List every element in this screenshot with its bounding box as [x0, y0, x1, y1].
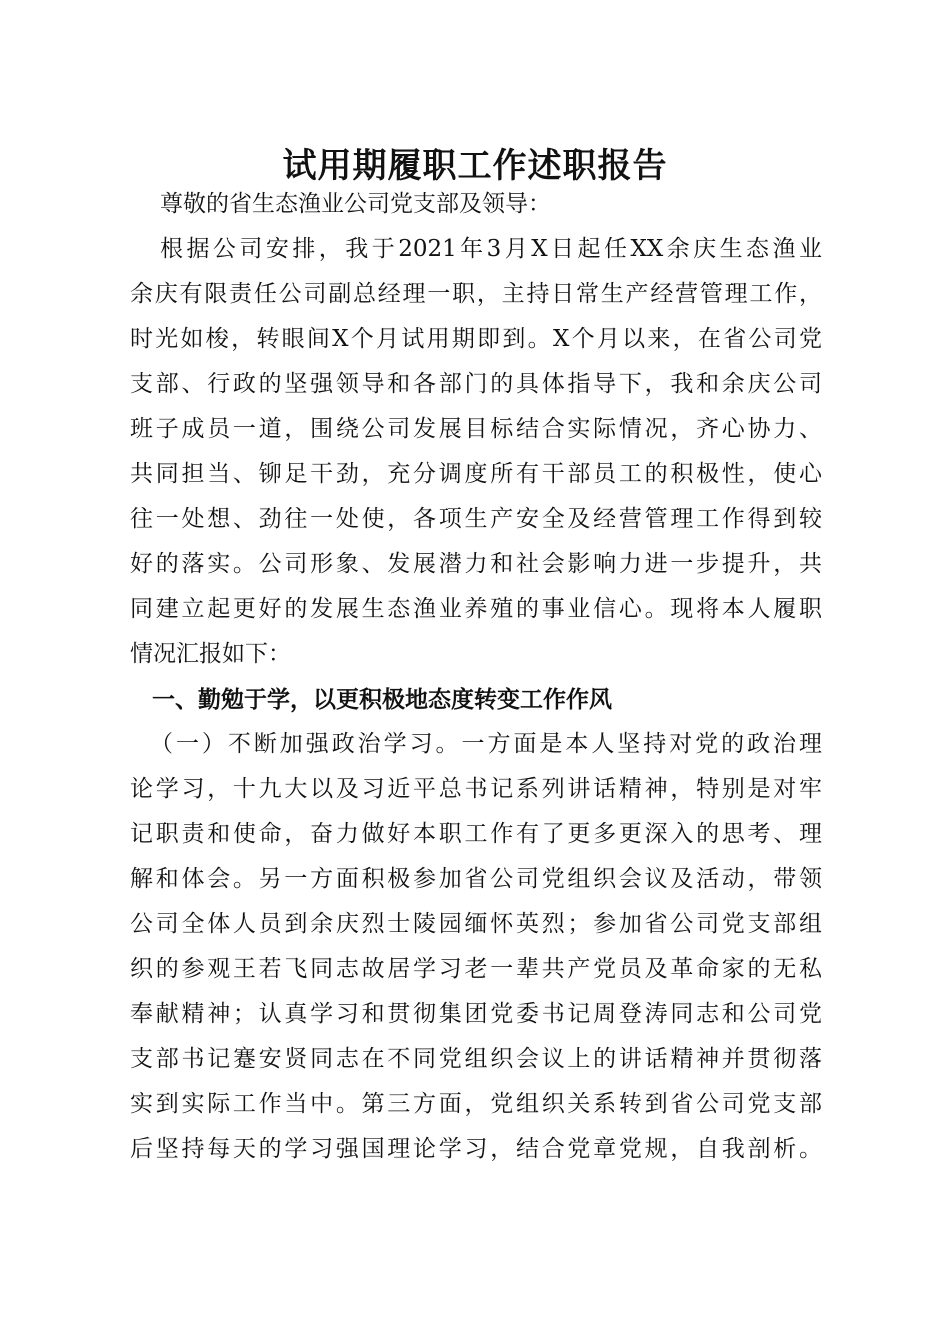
text-line: （一）不断加强政治学习。一方面是本人坚持对党的政治理	[150, 731, 822, 757]
text-line: 支部、行政的坚强领导和各部门的具体指导下，我和余庆公司	[130, 371, 822, 397]
text-line: 支部书记蹇安贤同志在不同党组织会议上的讲话精神并贯彻落	[130, 1046, 822, 1072]
text-line: 奉献精神；认真学习和贯彻集团党委书记周登涛同志和公司党	[130, 1001, 822, 1027]
text-line: 根据公司安排，我于2021年3月X日起任XX余庆生态渔业	[160, 236, 822, 262]
text-line: 好的落实。公司形象、发展潜力和社会影响力进一步提升，共	[130, 551, 822, 577]
document-body	[130, 182, 822, 1172]
section-heading: 一、勤勉于学，以更积极地态度转变工作作风	[152, 686, 612, 713]
text-line: 班子成员一道，围绕公司发展目标结合实际情况，齐心协力、	[130, 416, 822, 442]
text-line: 织的参观王若飞同志故居学习老一辈共产党员及革命家的无私	[130, 956, 822, 982]
text-line: 公司全体人员到余庆烈士陵园缅怀英烈；参加省公司党支部组	[130, 911, 822, 937]
text-line: 后坚持每天的学习强国理论学习，结合党章党规，自我剖析。	[130, 1136, 822, 1162]
text-line: 记职责和使命，奋力做好本职工作有了更多更深入的思考、理	[130, 821, 822, 847]
text-line: 余庆有限责任公司副总经理一职，主持日常生产经营管理工作，	[130, 281, 822, 307]
text-line: 解和体会。另一方面积极参加省公司党组织会议及活动，带领	[130, 866, 822, 892]
text-line: 实到实际工作当中。第三方面，党组织关系转到省公司党支部	[130, 1091, 822, 1117]
text-line: 时光如梭，转眼间X个月试用期即到。X个月以来，在省公司党	[130, 326, 822, 352]
greeting: 尊敬的省生态渔业公司党支部及领导：	[160, 191, 551, 217]
text-line: 情况汇报如下：	[130, 641, 291, 667]
paragraph-intro	[130, 227, 822, 677]
text-line: 往一处想、劲往一处使，各项生产安全及经营管理工作得到较	[130, 506, 822, 532]
text-line: 同建立起更好的发展生态渔业养殖的事业信心。现将本人履职	[130, 596, 822, 622]
text-line: 论学习，十九大以及习近平总书记系列讲话精神，特别是对牢	[130, 776, 822, 802]
text-line: 共同担当、铆足干劲，充分调度所有干部员工的积极性，使心	[130, 461, 822, 487]
document-title: 试用期履职工作述职报告	[282, 146, 668, 186]
paragraph-political-study	[130, 722, 822, 1172]
